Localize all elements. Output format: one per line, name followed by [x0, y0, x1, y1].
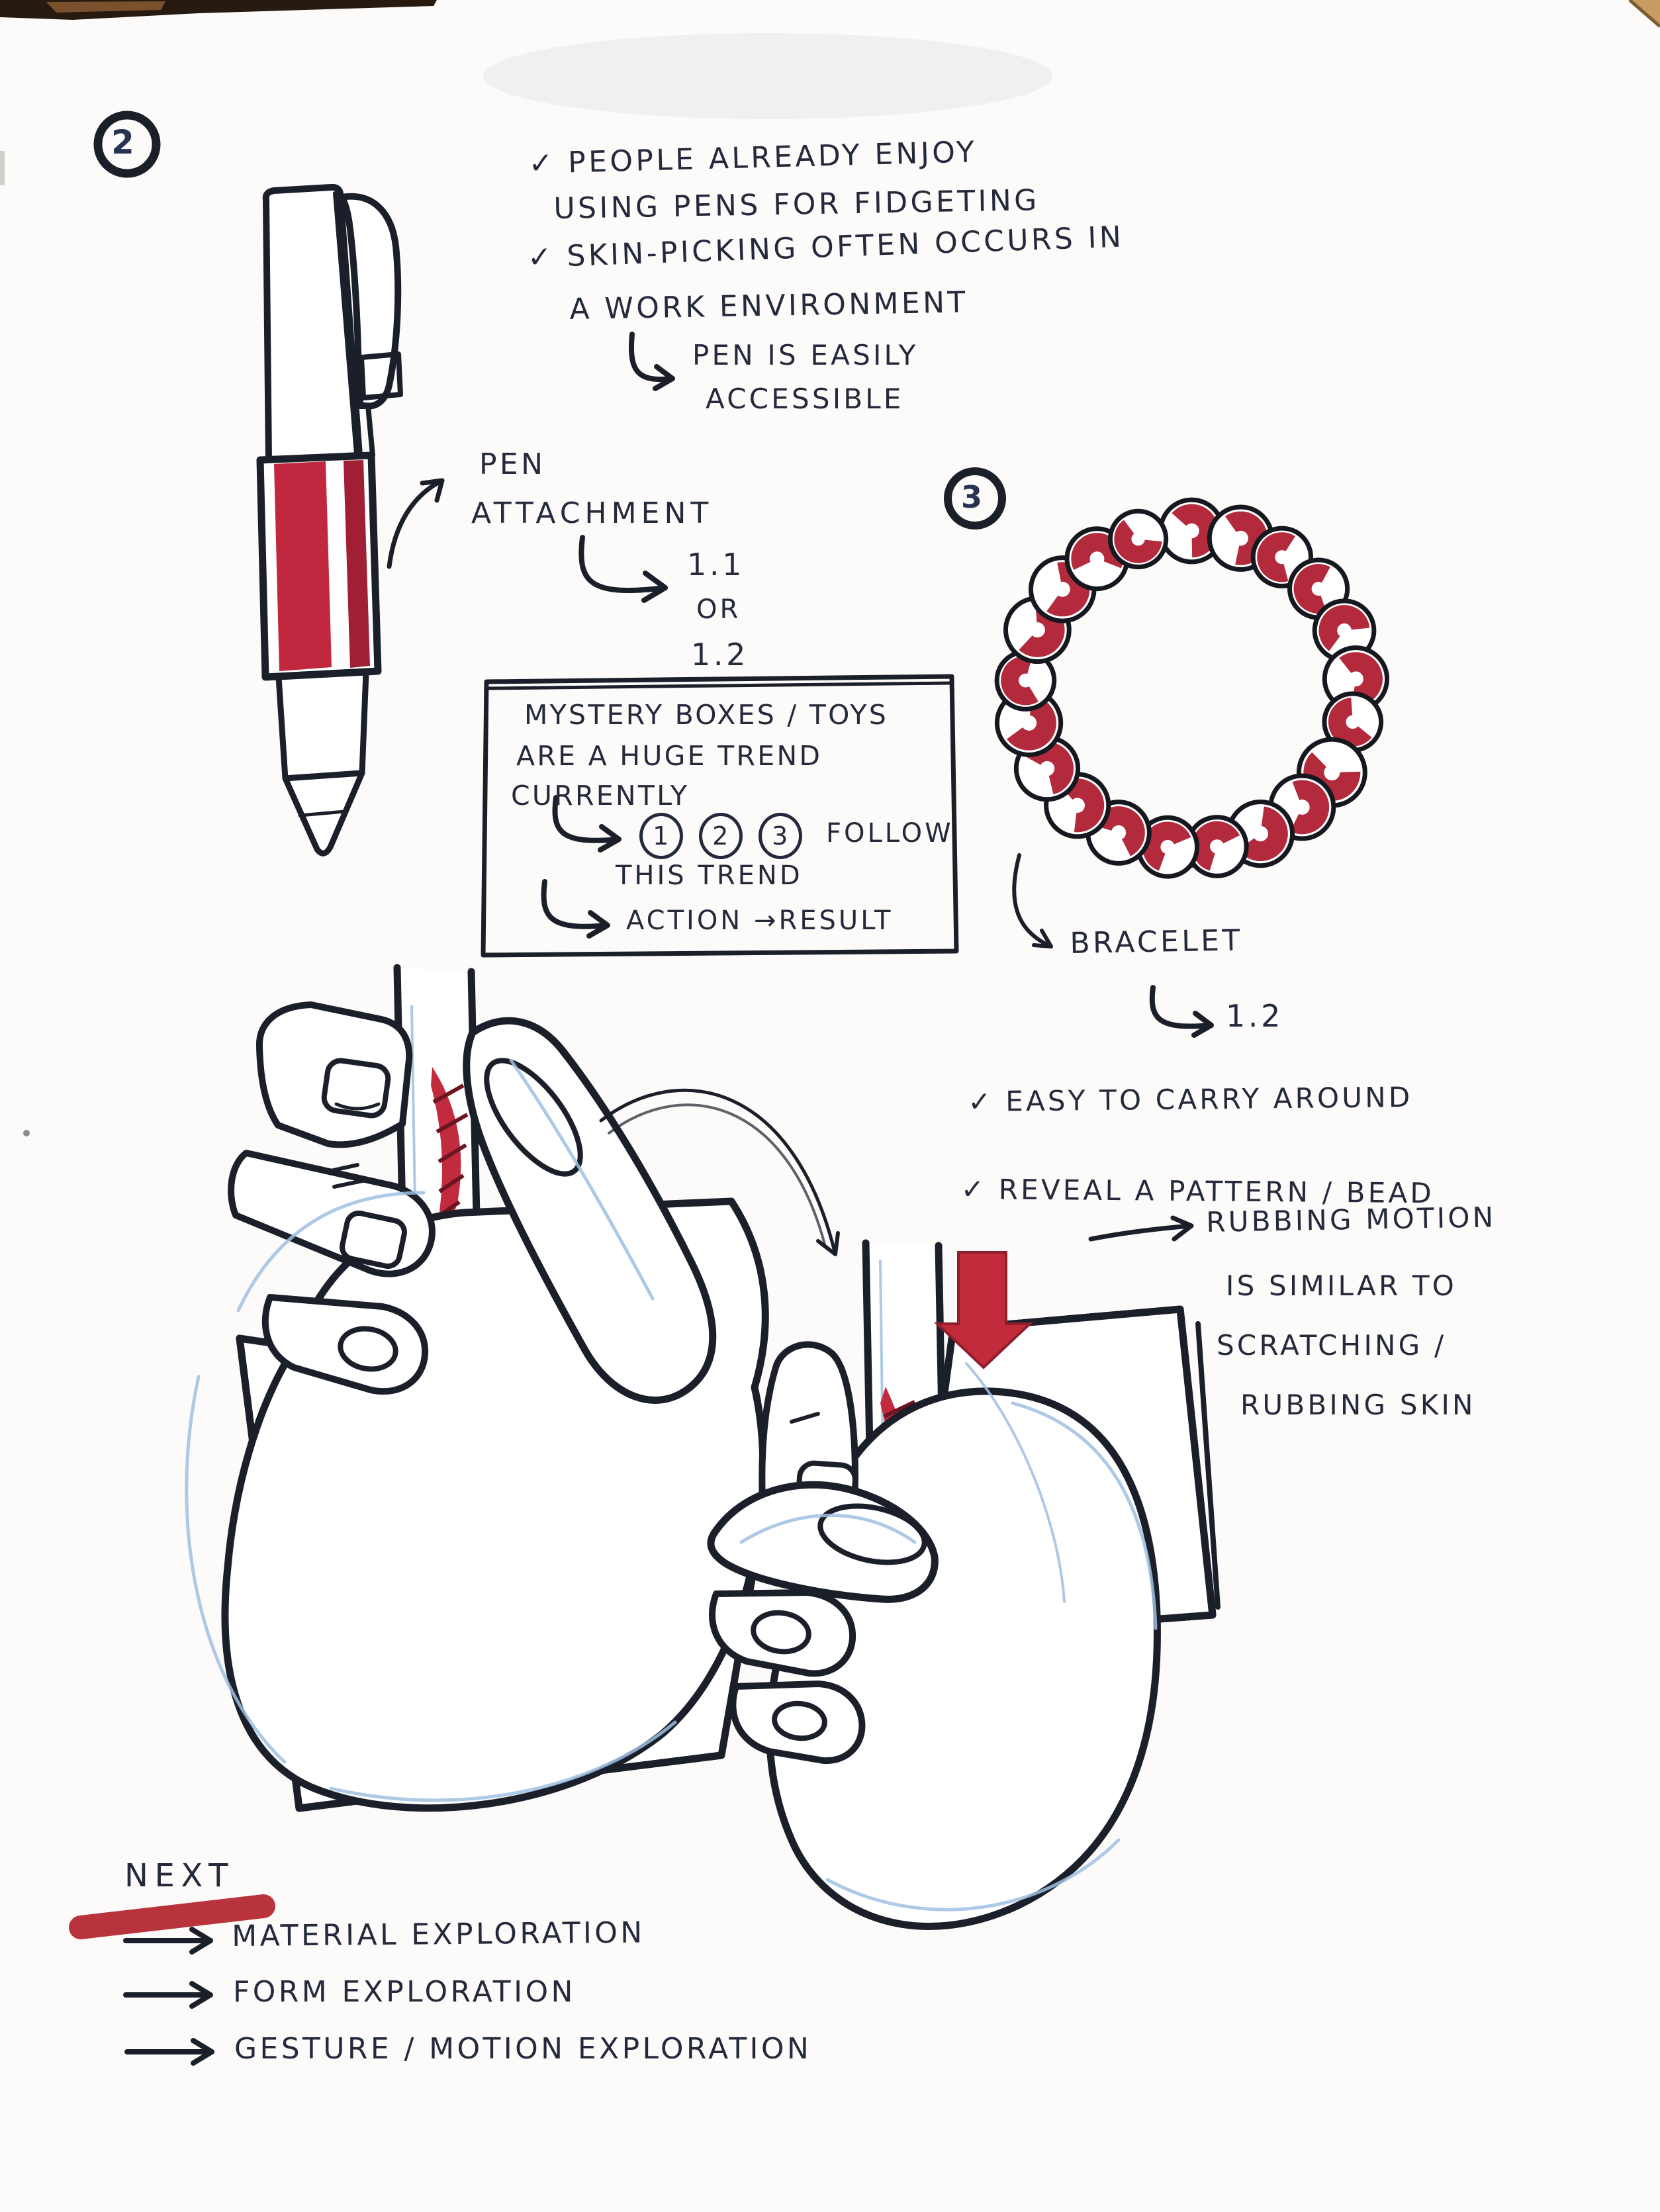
next-title: NEXT [124, 1857, 234, 1894]
paper-edge-mark [0, 151, 5, 185]
rubbing-note: SCRATCHING / [1217, 1329, 1447, 1361]
box-line: ACTION →RESULT [626, 905, 894, 936]
option-1-2: 1.2 [691, 637, 749, 672]
circled-1: 1 [639, 813, 683, 859]
circled-numbers [639, 813, 802, 859]
bracelet-sketch [997, 500, 1387, 876]
pen-attachment-arrow [389, 481, 442, 567]
note-line: USING PENS FOR FIDGETING [553, 183, 1040, 226]
box-line: FOLLOW [826, 818, 954, 849]
pen-label: ATTACHMENT [471, 496, 714, 530]
hand-sketch-right [711, 1243, 1218, 1926]
rubbing-note: RUBBING SKIN [1240, 1389, 1476, 1421]
box-line: CURRENTLY [511, 780, 690, 811]
option-or: OR [696, 594, 741, 625]
circled-2: 2 [699, 813, 743, 859]
circled-3: 3 [759, 813, 802, 859]
right-arrow-icon [1091, 1218, 1191, 1239]
next-item: MATERIAL EXPLORATION [232, 1915, 645, 1953]
rubbing-note: RUBBING MOTION [1206, 1201, 1497, 1238]
option-1-1: 1.1 [687, 547, 745, 582]
ink-dot [23, 1130, 30, 1136]
pen-label: PEN [479, 447, 546, 481]
scan-edge-top-left [0, 0, 437, 20]
bracelet-check: ✓ EASY TO CARRY AROUND [968, 1080, 1413, 1118]
bracelet-check: ✓ REVEAL A PATTERN / BEAD [960, 1173, 1435, 1210]
bracelet-pointer-arrow [1014, 855, 1051, 946]
rubbing-note: IS SIMILAR TO [1226, 1269, 1457, 1302]
pen-sketch [260, 187, 400, 853]
note-line: ✓ PEOPLE ALREADY ENJOY [528, 135, 978, 181]
bracelet-option: 1.2 [1226, 998, 1283, 1034]
bracelet-label: BRACELET [1070, 923, 1244, 960]
box-line: THIS TREND [616, 860, 803, 891]
hand-sketch-left [187, 968, 772, 1808]
pen-grip-band [274, 461, 332, 671]
note-line: PEN IS EASILY [692, 339, 919, 371]
note-line: A WORK ENVIRONMENT [569, 285, 969, 326]
badge-3-number: 3 [961, 479, 983, 515]
right-arrow-icon [126, 1929, 212, 2063]
badge-2-number: 2 [111, 123, 134, 161]
box-line: ARE A HUGE TREND [516, 740, 823, 772]
next-item: FORM EXPLORATION [233, 1975, 576, 2009]
scan-edge-top-right [1630, 0, 1660, 26]
paper-smudge [483, 33, 1052, 119]
next-item: GESTURE / MOTION EXPLORATION [234, 2032, 812, 2066]
fingernail [340, 1211, 407, 1269]
bead-ring [997, 500, 1387, 876]
note-line: ACCESSIBLE [706, 383, 904, 415]
box-line: MYSTERY BOXES / TOYS [524, 699, 889, 731]
note-line: ✓ SKIN-PICKING OFTEN OCCURS IN [527, 220, 1125, 275]
